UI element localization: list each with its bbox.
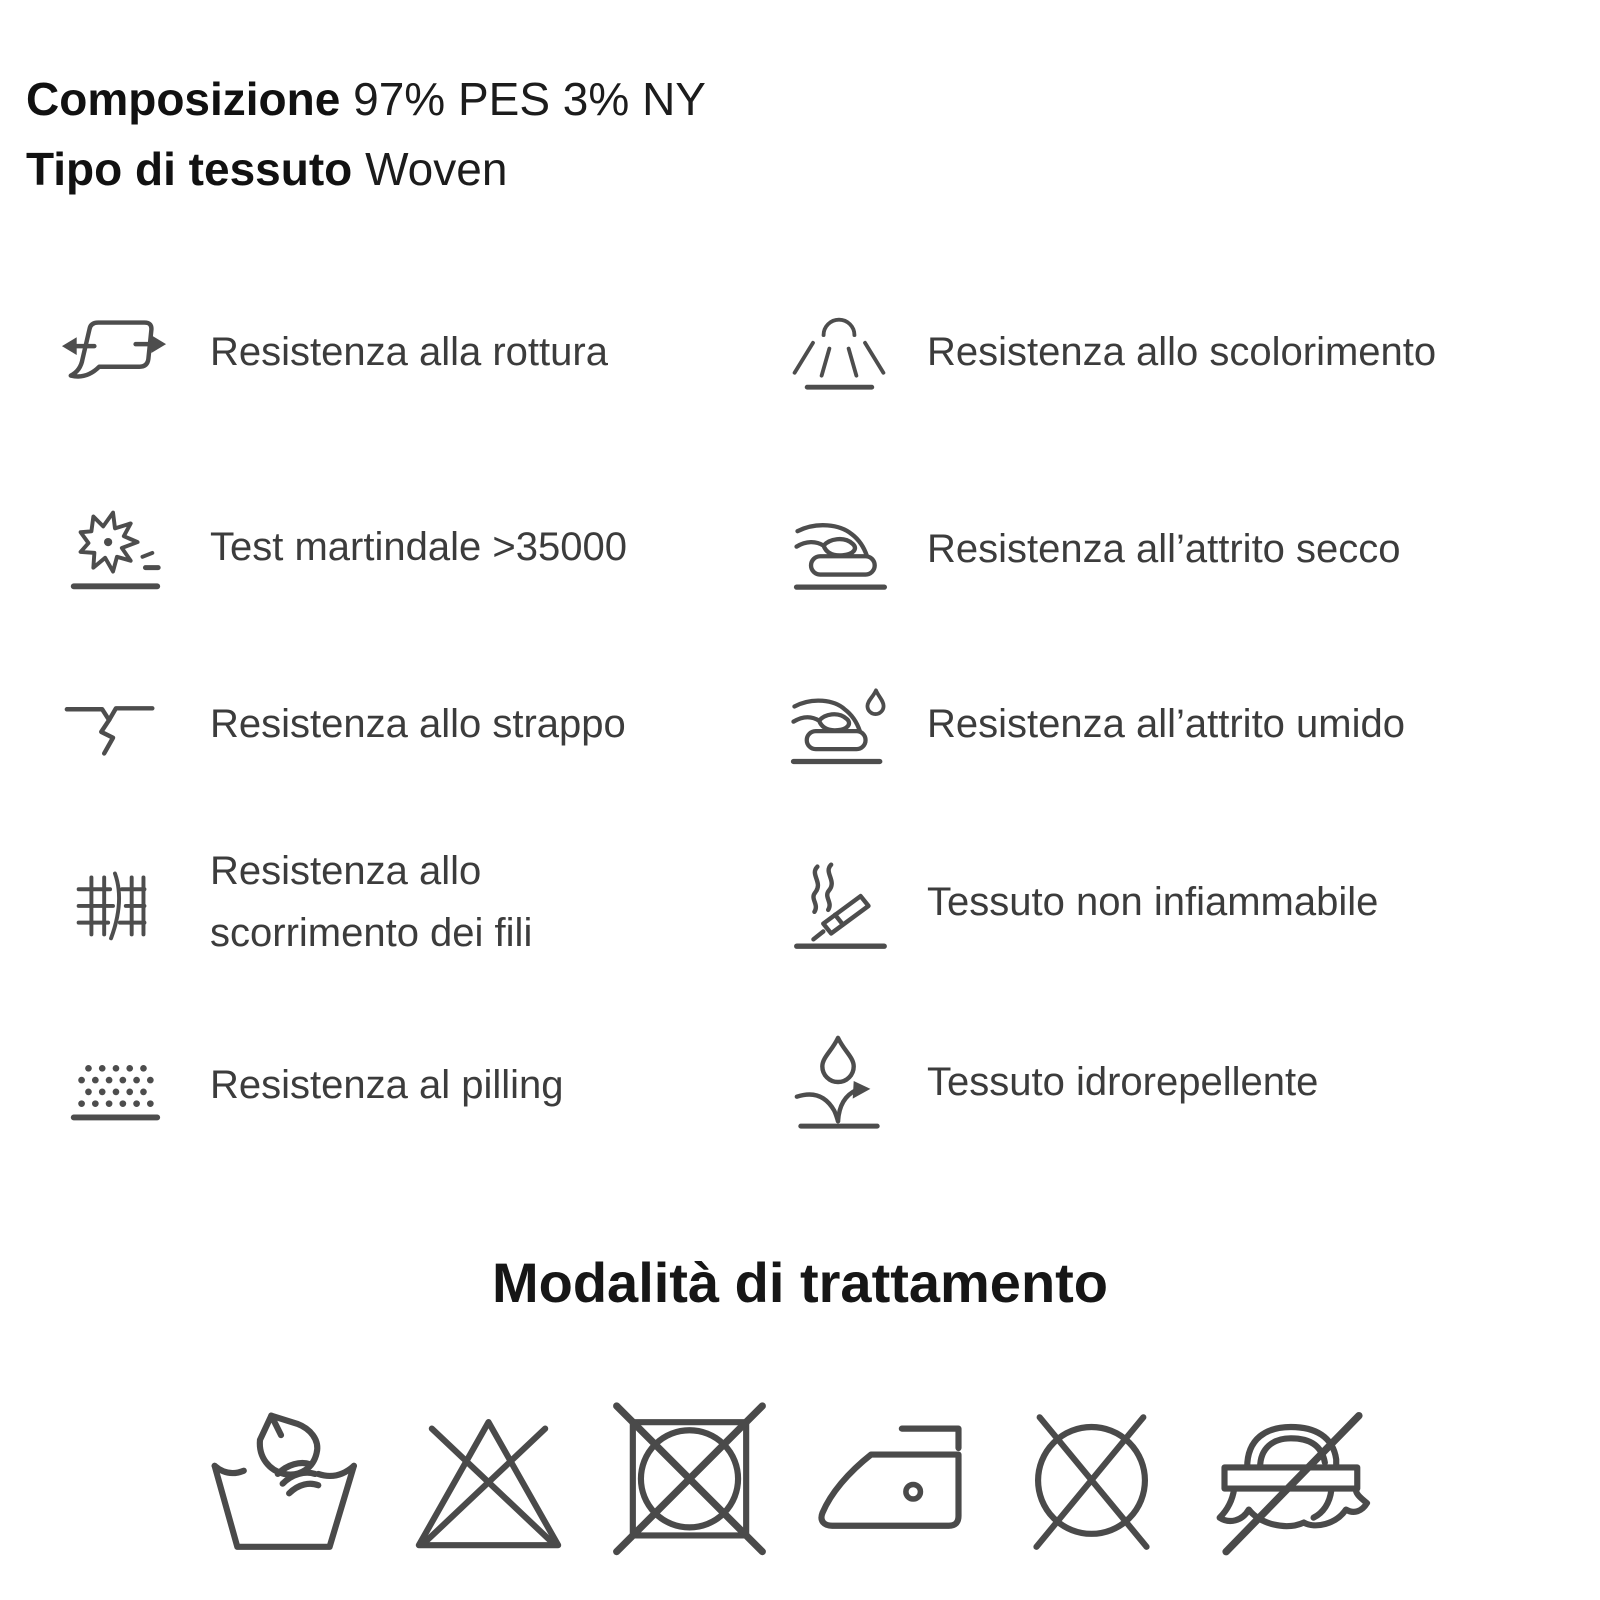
composition-value: 97% PES 3% NY — [353, 73, 706, 125]
feature-label: Resistenza all’attrito secco — [927, 527, 1401, 571]
do-not-tumble-dry-icon — [607, 1390, 772, 1565]
fabric-type-value: Woven — [365, 143, 508, 195]
fabric-type-label: Tipo di tessuto — [26, 143, 353, 195]
feature-thread-slippage — [58, 840, 650, 964]
feature-non-flammable — [783, 840, 1378, 964]
feature-label: Tessuto idrorepellente — [927, 1060, 1319, 1104]
feature-light-fastness — [783, 290, 1436, 414]
feature-label: Resistenza allo scolorimento — [927, 330, 1437, 374]
dry-rubbing-icon — [783, 493, 895, 605]
composition-line — [26, 64, 706, 134]
feature-dry-rubbing — [783, 487, 1401, 611]
feature-water-repellent — [783, 1020, 1318, 1144]
feature-label: Resistenza alla rottura — [210, 330, 608, 374]
thread-slippage-icon — [58, 846, 170, 958]
fabric-spec-header — [26, 64, 706, 204]
feature-label: Resistenza al pilling — [210, 1063, 564, 1107]
wet-rubbing-icon — [783, 668, 895, 780]
composition-label: Composizione — [26, 73, 341, 125]
do-not-bleach-icon — [406, 1390, 571, 1565]
light-fastness-icon — [783, 296, 895, 408]
feature-stretch-resistance — [58, 290, 608, 414]
iron-low-icon — [808, 1390, 973, 1565]
do-not-brush-icon — [1210, 1390, 1375, 1565]
feature-pilling-resistance — [58, 1023, 564, 1147]
martindale-abrasion-icon — [58, 491, 170, 603]
pilling-resistance-icon — [58, 1029, 170, 1141]
tear-resistance-icon — [58, 668, 170, 780]
care-symbols-row — [205, 1390, 1375, 1565]
feature-label: Resistenza allo strappo — [210, 702, 626, 746]
cigarette-icon — [783, 846, 895, 958]
care-section-title: Modalità di trattamento — [491, 1251, 1109, 1314]
water-repellent-icon — [783, 1026, 895, 1138]
feature-label: Test martindale >35000 — [210, 525, 627, 569]
hand-wash-icon — [205, 1390, 370, 1565]
feature-tear-resistance — [58, 662, 626, 786]
stretch-resistance-icon — [58, 296, 170, 408]
fabric-type-line — [26, 134, 706, 204]
feature-martindale — [58, 485, 627, 609]
feature-label: Resistenza all’attrito umido — [927, 702, 1405, 746]
feature-wet-rubbing — [783, 662, 1405, 786]
feature-label: Resistenza allo scorrimento dei fili — [210, 849, 533, 955]
do-not-dry-clean-icon — [1009, 1390, 1174, 1565]
feature-label: Tessuto non infiammabile — [927, 880, 1379, 924]
